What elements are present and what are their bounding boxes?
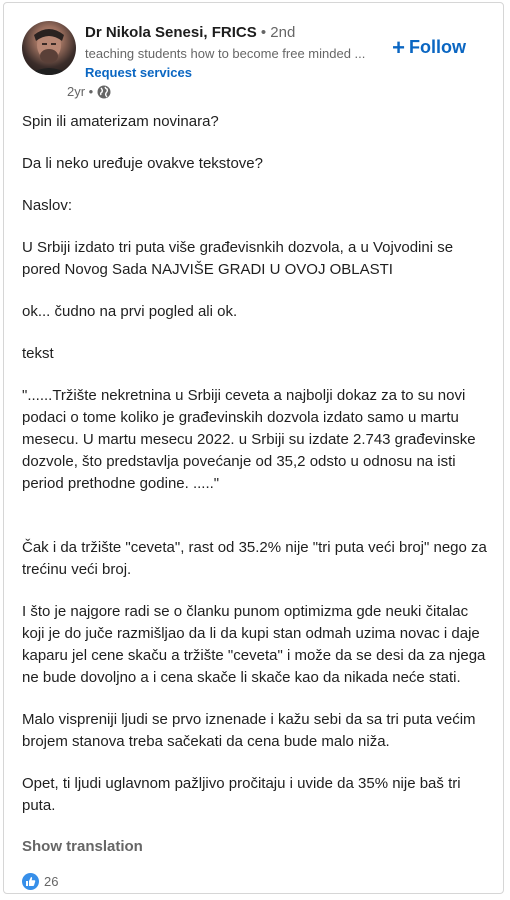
globe-icon [97,85,111,99]
like-icon [22,873,39,890]
post-paragraph: Opet, ti ljudi uglavnom pažljivo pročitaju i uvide da 35% nije baš tri puta. [22,775,461,814]
person-avatar-icon[interactable] [22,21,76,75]
author-info [85,23,375,82]
post-age: 2yr • [67,84,94,99]
follow-label: Follow [409,37,466,57]
reactions-summary[interactable] [22,873,58,890]
author-name[interactable]: Dr Nikola Senesi, FRICS [85,24,257,41]
post-paragraph: U Srbiji izdato tri puta više građevisnkih dozvola, a u Vojvodini se pored Novog Sada NAJVIŠE GRADI U OVOJ OBLASTI [22,239,454,278]
show-translation-button[interactable]: Show translation [22,838,143,855]
post-paragraph: Čak i da tržište "ceveta", rast od 35.2% nije "tri puta veći broj" nego za trećinu veći broj. [22,539,487,578]
request-services-link[interactable]: Request services [85,65,192,80]
post-paragraph: tekst [22,345,54,362]
post-paragraph: Naslov: [22,197,73,214]
post-paragraph: "......Tržište nekretnina u Srbiji ceveta a najbolji dokaz za to su novi podaci o tome koliko je građevinskih dozvola izdato samo u martu mesecu. U martu mesecu 2022. u Srbiji su izdate 2.743 građevinske dozvole, što predstavlja povećanje od 35,2 odsto u odnosu na isti period prethodne godine. ....." [22,387,476,492]
follow-button[interactable] [392,34,466,60]
post-meta [67,83,111,101]
author-line [85,23,375,43]
reaction-count: 26 [44,874,59,889]
plus-icon: + [392,34,405,60]
post-paragraph: ok... čudno na prvi pogled ali ok. [22,303,238,320]
post-paragraph: Malo vispreniji ljudi se prvo iznenade i kažu sebi da sa tri puta većim brojem stanova treba sačekati da cena bude malo niža. [22,711,476,750]
post-paragraph: Spin ili amaterizam novinara? [22,113,219,130]
author-headline[interactable]: teaching students how to become free minded ... [85,46,366,61]
post-body [22,111,492,837]
post-paragraph: Da li neko uređuje ovakve tekstove? [22,155,263,172]
post-paragraph: I što je najgore radi se o članku punom optimizma gde neuki čitalac koji je do juče razmišljao da li da kupi stan odmah uzima novac i daje kaparu jel cene skaču a tržište "ceveta" i može da se desi da za njega ne bude dovoljno a i cena skače li skače kao da nikada neće stati. [22,603,486,686]
connection-degree: • 2nd [260,24,296,41]
post-card [3,2,504,894]
